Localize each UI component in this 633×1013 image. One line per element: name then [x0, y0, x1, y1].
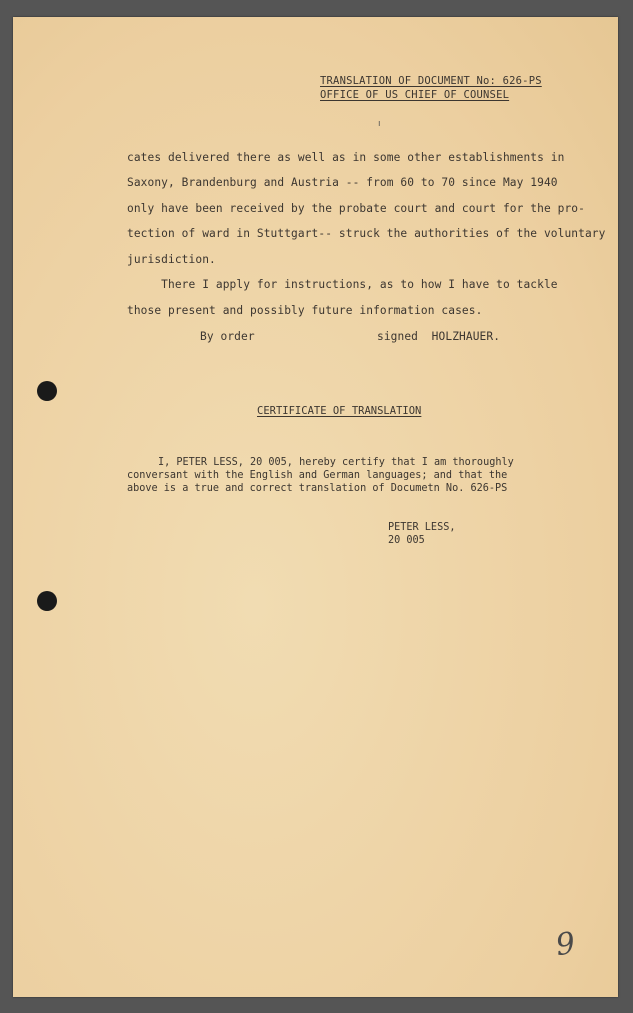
certificate-signer-id: 20 005: [388, 535, 425, 546]
by-order-text: By order: [200, 330, 255, 343]
certificate-line: conversant with the English and German languages; and that the: [127, 470, 508, 481]
certificate-line: I, PETER LESS, 20 005, hereby certify that I am thoroughly: [158, 457, 514, 468]
certificate-title: CERTIFICATE OF TRANSLATION: [257, 405, 422, 417]
header-translation-line: TRANSLATION OF DOCUMENT No: 626-PS: [320, 75, 542, 87]
punch-hole-lower: [37, 591, 57, 611]
stray-mark: ı: [378, 119, 381, 129]
header-office-line: OFFICE OF US CHIEF OF COUNSEL: [320, 89, 510, 101]
certificate-line: above is a true and correct translation of Documetn No. 626-PS: [127, 483, 508, 494]
certificate-signer-name: PETER LESS,: [388, 522, 456, 533]
body-line: jurisdiction.: [127, 253, 216, 266]
body-line: tection of ward in Stuttgart-- struck the authorities of the voluntary: [127, 227, 606, 240]
punch-hole-upper: [37, 381, 57, 401]
handwritten-page-number: 9: [553, 925, 578, 964]
body-line: There I apply for instructions, as to how I have to tackle: [127, 278, 558, 291]
body-line: only have been received by the probate court and court for the pro-: [127, 202, 585, 215]
document-page: [13, 17, 618, 997]
body-line: cates delivered there as well as in some other establishments in: [127, 151, 565, 164]
signed-holzhauer-text: signed HOLZHAUER.: [377, 330, 501, 343]
body-line: those present and possibly future information cases.: [127, 304, 483, 317]
body-line: Saxony, Brandenburg and Austria -- from 60 to 70 since May 1940: [127, 176, 558, 189]
